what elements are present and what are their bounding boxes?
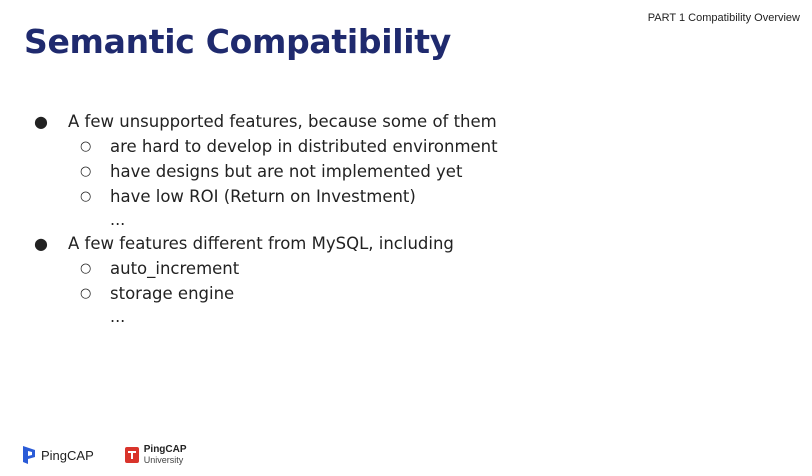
bullet-content bbox=[30, 110, 792, 329]
bullet-circle-icon: ○ bbox=[80, 139, 92, 154]
bullet-list bbox=[30, 110, 792, 328]
pingcap-logo-icon bbox=[22, 445, 36, 465]
bullet-dot-icon: ● bbox=[34, 112, 48, 131]
bullet-dot-icon: ● bbox=[34, 234, 48, 253]
pingcap-logo-text: PingCAP bbox=[41, 447, 94, 463]
sub-bullet-text: storage engine bbox=[110, 284, 235, 303]
sub-bullet-text: have low ROI (Return on Investment) bbox=[110, 187, 416, 206]
pingcap-logo bbox=[22, 445, 94, 465]
part-label: PART 1 Compatibility Overview bbox=[647, 12, 800, 24]
bullet-text: A few unsupported features, because some of them bbox=[68, 112, 497, 131]
bullet-circle-icon: ○ bbox=[80, 286, 92, 301]
bullet-item-unsupported bbox=[30, 110, 792, 231]
bullet-circle-icon: ○ bbox=[80, 261, 92, 276]
bullet-item-differences bbox=[30, 232, 792, 328]
sub-bullet-text: auto_increment bbox=[110, 259, 240, 278]
pingcap-university-logo bbox=[124, 444, 187, 466]
university-badge-icon bbox=[124, 446, 140, 464]
ellipsis: ... bbox=[110, 307, 126, 326]
page-title: Semantic Compatibility bbox=[24, 22, 451, 61]
ellipsis: ... bbox=[110, 210, 126, 229]
bullet-text: A few features different from MySQL, including bbox=[68, 234, 454, 253]
sub-bullet-item bbox=[68, 256, 792, 281]
bullet-circle-icon: ○ bbox=[80, 189, 92, 204]
sub-bullet-list bbox=[68, 134, 792, 209]
footer bbox=[22, 444, 187, 466]
university-logo-line1: PingCAP bbox=[143, 444, 187, 455]
sub-bullet-text: have designs but are not implemented yet bbox=[110, 162, 463, 181]
sub-bullet-item bbox=[68, 159, 792, 184]
university-logo-line2: University bbox=[143, 455, 184, 465]
sub-bullet-item bbox=[68, 281, 792, 306]
sub-bullet-item bbox=[68, 134, 792, 159]
university-logo-text bbox=[144, 444, 187, 466]
bullet-circle-icon: ○ bbox=[80, 164, 92, 179]
sub-bullet-list bbox=[68, 256, 792, 306]
sub-bullet-item bbox=[68, 184, 792, 209]
sub-bullet-text: are hard to develop in distributed environment bbox=[110, 137, 498, 156]
